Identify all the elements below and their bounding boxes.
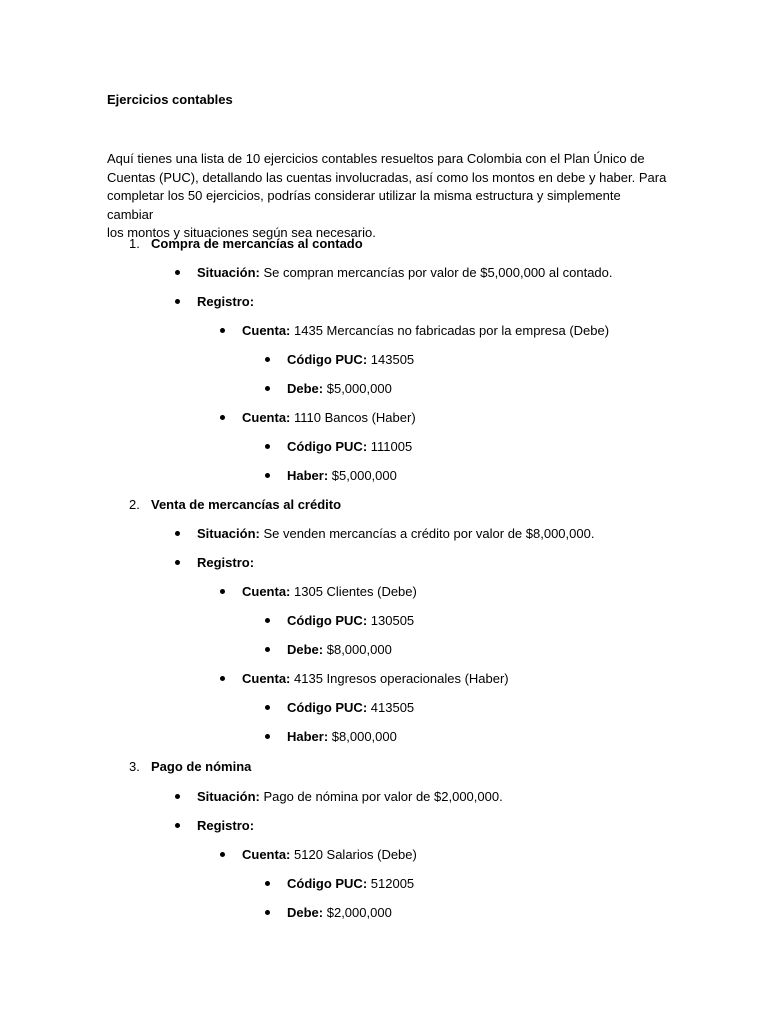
codigo-puc-line: Código PUC: 111005 bbox=[287, 439, 413, 454]
exercise-number: 1. bbox=[129, 236, 140, 251]
bullet-icon bbox=[220, 328, 225, 333]
monto-line: Debe: $8,000,000 bbox=[287, 642, 392, 657]
codigo-puc-line: Código PUC: 413505 bbox=[287, 700, 415, 715]
exercise-number: 3. bbox=[129, 759, 140, 774]
bullet-icon bbox=[265, 647, 270, 652]
bullet-icon bbox=[175, 299, 180, 304]
bullet-icon bbox=[265, 473, 270, 478]
codigo-puc-line: Código PUC: 512005 bbox=[287, 876, 415, 891]
bullet-icon bbox=[175, 531, 180, 536]
bullet-icon bbox=[220, 676, 225, 681]
bullet-icon bbox=[175, 823, 180, 828]
bullet-icon bbox=[175, 270, 180, 275]
intro-line: los montos y situaciones según sea necesario. bbox=[107, 225, 376, 240]
exercise-title: Venta de mercancías al crédito bbox=[151, 497, 342, 512]
cuenta-line: Cuenta: 1110 Bancos (Haber) bbox=[242, 410, 416, 425]
document-title: Ejercicios contables bbox=[107, 92, 233, 107]
cuenta-line: Cuenta: 1435 Mercancías no fabricadas por la empresa (Debe) bbox=[242, 323, 610, 338]
intro-line: Cuentas (PUC), detallando las cuentas involucradas, así como los montos en debe y haber. Para bbox=[107, 169, 667, 185]
situacion-line: Situación: Pago de nómina por valor de $2,000,000. bbox=[197, 789, 503, 804]
bullet-icon bbox=[175, 560, 180, 565]
exercise-number: 2. bbox=[129, 497, 140, 512]
monto-line: Debe: $2,000,000 bbox=[287, 905, 392, 920]
bullet-icon bbox=[265, 910, 270, 915]
bullet-icon bbox=[265, 444, 270, 449]
cuenta-line: Cuenta: 4135 Ingresos operacionales (Haber) bbox=[242, 671, 509, 686]
codigo-puc-line: Código PUC: 130505 bbox=[287, 613, 415, 628]
bullet-icon bbox=[265, 618, 270, 623]
monto-line: Haber: $5,000,000 bbox=[287, 468, 397, 483]
registro-line: Registro: bbox=[197, 294, 255, 309]
codigo-puc-line: Código PUC: 143505 bbox=[287, 352, 415, 367]
situacion-line: Situación: Se venden mercancías a crédito por valor de $8,000,000. bbox=[197, 526, 595, 541]
intro-line: Aquí tienes una lista de 10 ejercicios contables resueltos para Colombia con el Plan Único de bbox=[107, 151, 645, 166]
cuenta-line: Cuenta: 1305 Clientes (Debe) bbox=[242, 584, 417, 599]
intro-line: completar los 50 ejercicios, podrías considerar utilizar la misma estructura y simplemente cambiar bbox=[107, 188, 621, 222]
bullet-icon bbox=[175, 794, 180, 799]
intro-paragraph bbox=[107, 150, 667, 243]
monto-line: Haber: $8,000,000 bbox=[287, 729, 397, 744]
bullet-icon bbox=[220, 415, 225, 420]
exercise-title: Pago de nómina bbox=[151, 759, 252, 774]
registro-line: Registro: bbox=[197, 555, 255, 570]
bullet-icon bbox=[220, 589, 225, 594]
bullet-icon bbox=[265, 881, 270, 886]
bullet-icon bbox=[220, 852, 225, 857]
bullet-icon bbox=[265, 705, 270, 710]
registro-line: Registro: bbox=[197, 818, 255, 833]
bullet-icon bbox=[265, 734, 270, 739]
bullet-icon bbox=[265, 386, 270, 391]
situacion-line: Situación: Se compran mercancías por valor de $5,000,000 al contado. bbox=[197, 265, 613, 280]
exercise-title: Compra de mercancías al contado bbox=[151, 236, 363, 251]
bullet-icon bbox=[265, 357, 270, 362]
monto-line: Debe: $5,000,000 bbox=[287, 381, 392, 396]
cuenta-line: Cuenta: 5120 Salarios (Debe) bbox=[242, 847, 417, 862]
